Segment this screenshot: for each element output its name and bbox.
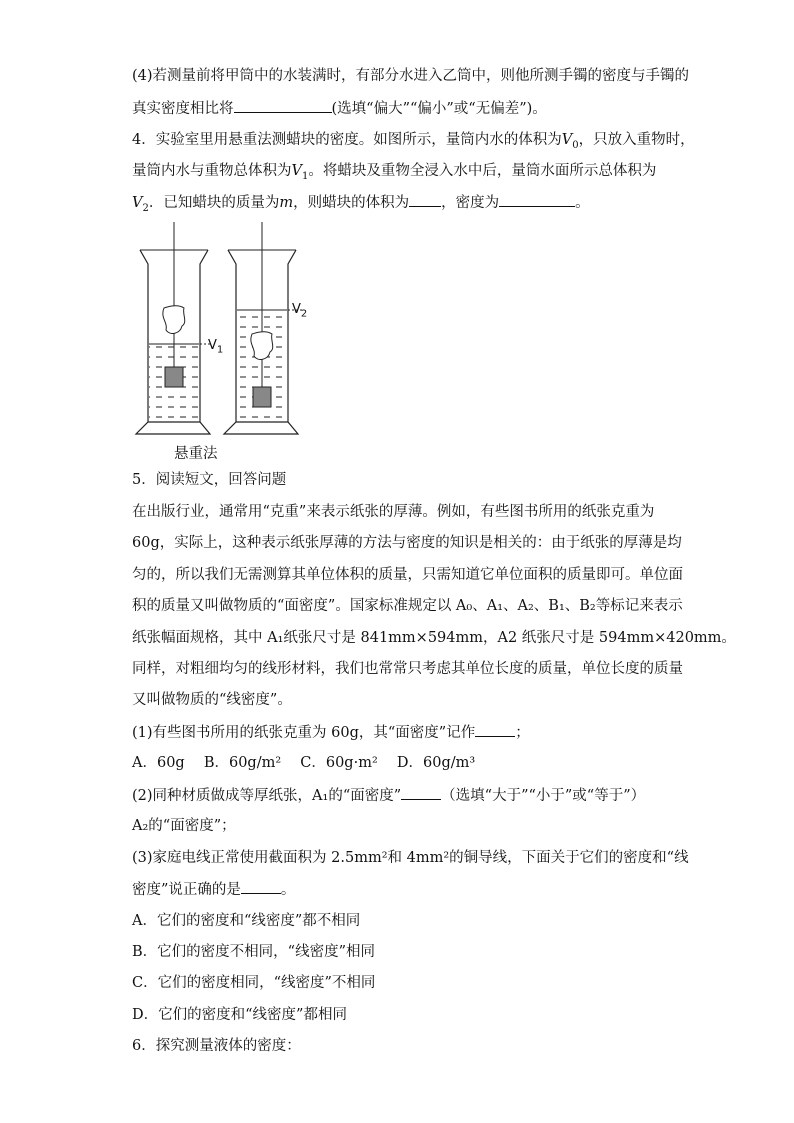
q5-p4	[132, 596, 683, 616]
text: 。	[280, 882, 296, 898]
q5-s3-cont	[132, 879, 295, 900]
figure-caption: 悬重法	[174, 446, 218, 462]
text: (2)同种材质做成等厚纸张，A₁的“面密度”	[132, 788, 402, 804]
answer-blank[interactable]	[409, 192, 441, 207]
text: 真实密度相比将	[132, 101, 234, 117]
answer-blank[interactable]	[401, 785, 441, 800]
var: m	[279, 195, 294, 211]
q5-s2-cont	[132, 816, 236, 836]
text: 60g，实际上，这种表示纸张厚薄的方法与密度的知识是相关的：由于纸张的厚薄是均	[132, 535, 682, 551]
text: 4．实验室里用悬重法测蜡块的密度。如图所示，量筒内水的体积为	[132, 132, 562, 148]
text: ．已知蜡块的质量为	[148, 195, 280, 211]
var: V	[132, 195, 143, 211]
text: 5．阅读短文，回答问题	[132, 472, 287, 488]
var: V	[561, 132, 573, 148]
q5-p1	[132, 502, 654, 522]
text: A．它们的密度和“线密度”都不相同	[132, 913, 361, 929]
text: 。将蜡块及重物全浸入水中后，量筒水面所示总体积为	[308, 163, 657, 179]
text: （选填“大于”“小于”或“等于”）	[441, 788, 646, 804]
text: ，密度为	[441, 195, 500, 211]
q5-option-c	[132, 973, 375, 993]
text: 又叫做物质的“线密度”。	[132, 692, 292, 708]
q5-p2	[132, 533, 682, 553]
text: (选填“偏大”“偏小”或“无偏差”)。	[331, 101, 547, 117]
q5-p3	[132, 565, 683, 585]
text: ，只放入重物时，	[578, 132, 695, 148]
q4-line3	[132, 192, 590, 219]
text: ，则蜡块的体积为	[293, 195, 410, 211]
q4-line1	[132, 130, 695, 156]
q5-s1	[132, 722, 530, 743]
q5-title	[132, 470, 286, 490]
text: (4)若测量前将甲筒中的水装满时，有部分水进入乙筒中，则他所测手镯的密度与手镯的	[132, 68, 690, 84]
text: A．60g B．60g/m² C．60g·m² D．60g/m³	[132, 755, 476, 771]
sub: 1	[301, 170, 309, 182]
q5-p6	[132, 659, 683, 679]
answer-blank[interactable]	[241, 879, 281, 894]
q4-line2	[132, 161, 656, 187]
text: 积的质量又叫做物质的“面密度”。国家标准规定以 A₀、A₁、A₂、B₁、B₂等标记来表示	[132, 598, 683, 614]
answer-blank[interactable]	[499, 192, 575, 207]
text: D．它们的密度和“线密度”都相同	[132, 1007, 347, 1023]
text: 6．探究测量液体的密度：	[132, 1038, 301, 1054]
q5-s2	[132, 785, 645, 806]
text: (3)家庭电线正常使用截面积为 2.5mm²和 4mm²的铜导线，下面关于它们的密度和“线	[132, 850, 689, 866]
hanging-weight-figure	[130, 222, 310, 462]
text: B．它们的密度不相同，“线密度”相同	[132, 944, 375, 960]
sub: 0	[572, 139, 579, 151]
q5-s1-options	[132, 753, 475, 773]
q5-p7	[132, 690, 292, 710]
text: 同样，对粗细均匀的线形材料，我们也常常只考虑其单位长度的质量，单位长度的质量	[132, 661, 683, 677]
q5-option-b	[132, 942, 375, 962]
text: 量筒内水与重物总体积为	[132, 163, 292, 179]
q5-option-d	[132, 1005, 347, 1025]
text: (1)有些图书所用的纸张克重为 60g，其“面密度”记作	[132, 725, 476, 741]
q5-s3	[132, 848, 689, 868]
text: 。	[575, 195, 590, 211]
v1-label	[208, 338, 223, 356]
text: 纸张幅面规格，其中 A₁纸张尺寸是 841mm×594mm，A2 纸张尺寸是 594mm×420mm。	[132, 630, 736, 646]
v2-label	[292, 302, 307, 320]
sub: 2	[300, 308, 308, 320]
cylinders-diagram	[130, 222, 310, 440]
label: V	[292, 302, 301, 317]
q5-p5	[132, 628, 736, 648]
sub: 2	[142, 202, 149, 214]
text: A₂的“面密度”；	[132, 818, 236, 834]
q4-part4-line2	[132, 98, 547, 119]
q4-part4-line1	[132, 66, 689, 86]
q6-title	[132, 1036, 301, 1056]
sub: 1	[216, 344, 224, 356]
text: 在出版行业，通常用“克重”来表示纸张的厚薄。例如，有些图书所用的纸张克重为	[132, 504, 655, 520]
text: ；	[515, 725, 530, 741]
answer-blank[interactable]	[475, 722, 515, 737]
text: C．它们的密度相同，“线密度”不相同	[132, 975, 376, 991]
text: 密度”说正确的是	[132, 882, 241, 898]
cylinder-1	[136, 222, 210, 434]
q5-option-a	[132, 911, 360, 931]
answer-blank[interactable]	[234, 98, 332, 113]
label: V	[208, 338, 217, 353]
cylinder-2	[224, 222, 302, 434]
text: 匀的，所以我们无需测算其单位体积的质量，只需知道它单位面积的质量即可。单位面	[132, 567, 683, 583]
var: V	[291, 163, 302, 179]
